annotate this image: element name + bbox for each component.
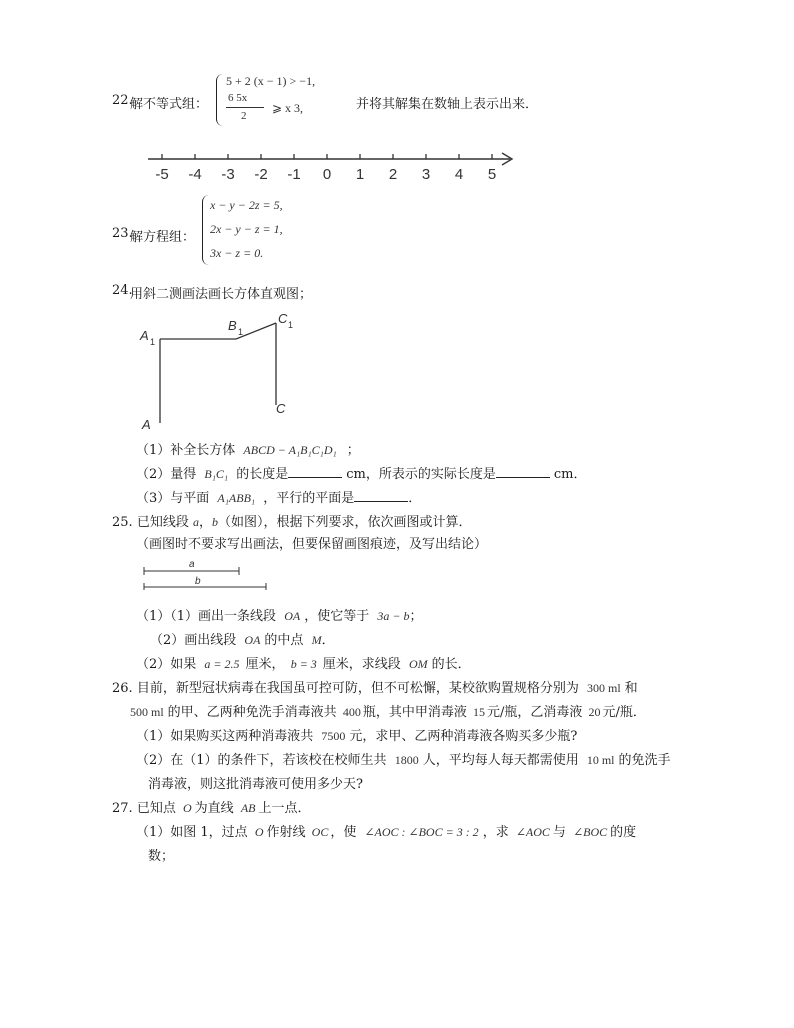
q25-p1a-oa: OA [284, 609, 301, 623]
q26-p1-prefix: （1）如果购买这两种消毒液共 [136, 729, 314, 744]
tick-label: 3 [421, 166, 431, 183]
q23-brace [202, 195, 209, 265]
q24-p3-prefix: （3）与平面 [136, 491, 210, 506]
q27-text-a: 已知点 [136, 801, 176, 816]
q25-p1b-oa: OA [244, 633, 261, 647]
q27-number: 27. [112, 801, 133, 816]
q26-v15: 15 [472, 705, 485, 719]
q24-part3 [136, 487, 421, 506]
tick-label: -4 [188, 166, 202, 183]
q25-p2-prefix: （2）如果 [136, 657, 197, 672]
q24-part2 [136, 463, 586, 482]
q25-note: （画图时不要求写出画法，但要保留画图痕迹，及写出结论） [136, 537, 488, 552]
q27-point-o: O [182, 801, 192, 815]
q25-p1a-end: ； [409, 609, 423, 624]
label-a1: A [140, 328, 149, 343]
q27-p1-oc: OC [311, 825, 329, 839]
q22-ineq2-denominator: 2 [241, 110, 247, 122]
label-c1: C [278, 311, 288, 326]
q22-tail: 并将其解集在数轴上表示出来． [356, 97, 539, 112]
q24-p2-unit2: cm． [553, 467, 587, 482]
q26-v1800: 1800 [394, 753, 419, 767]
q24-p2-unit1: cm，所表示的实际长度是 [346, 467, 496, 482]
q26-part2 [136, 749, 671, 768]
q27-p1-ratio: ∠AOC : ∠BOC = 3 : 2 [364, 825, 479, 839]
q26-v400: 400 [342, 705, 361, 719]
q26-and: 和 [624, 681, 638, 696]
q26-part1 [136, 725, 577, 744]
q26-p1-suffix: 元，求甲、乙两种消毒液各购买多少瓶? [349, 729, 578, 744]
q27-p1-o: O [254, 825, 264, 839]
q25-var-b: b [212, 515, 218, 529]
label-c: C [276, 401, 286, 416]
label-a: A [142, 417, 151, 432]
q26-p2-end: 的免洗手 [618, 753, 671, 768]
number-line [140, 146, 520, 186]
q23-number: 23. [112, 226, 133, 241]
q24-text: 用斜二测画法画长方体直观图； [130, 287, 313, 302]
q27-text-c: 上一点． [258, 801, 311, 816]
q27-p1-mid3: ，求 [482, 825, 509, 840]
q25-stem [112, 511, 472, 530]
q24-p2-mid: 的长度是 [236, 467, 289, 482]
q25-comma: ， [198, 515, 212, 530]
q24-p1-suffix: ； [346, 443, 360, 458]
q25-p1a-mid: ，使它等于 [304, 609, 370, 624]
q27-part1 [136, 821, 636, 840]
q26-v7500: 7500 [321, 729, 346, 743]
q25-text: 已知线段 [136, 515, 189, 530]
q24-p2-prefix: （2）量得 [136, 467, 197, 482]
tick-label: 1 [355, 166, 365, 183]
tick-label: -2 [254, 166, 268, 183]
q25-p1b-m: M [311, 633, 322, 647]
q26-number: 26. [112, 681, 133, 696]
label-a1-sub: 1 [150, 337, 156, 347]
q24-p2-math: B₁C₁ [204, 467, 229, 481]
q25-p2-b: b = 3 [290, 657, 317, 671]
segment-a-label: a [189, 559, 195, 570]
q26-v300: 300 ml [586, 681, 621, 695]
q26-line2-c: 元/瓶，乙消毒液 [486, 705, 583, 720]
q24-p1-math: ABCD − A₁B₁C₁D₁ [243, 443, 337, 457]
q25-p2-mid1: 厘米， [245, 657, 285, 672]
q25-part2 [136, 653, 471, 672]
q26-line1 [112, 677, 638, 696]
q25-p2-end: 的长． [431, 657, 471, 672]
q26-p2-mid: 人，平均每人每天都需使用 [422, 753, 579, 768]
q24-p1-prefix: （1）补全长方体 [136, 443, 236, 458]
q27-p1-end: 的度 [610, 825, 637, 840]
q22-number: 22. [112, 93, 133, 108]
q25-p2-a: a = 2.5 [204, 657, 240, 671]
q27-line-ab: AB [240, 801, 256, 815]
q24-number: 24. [112, 283, 133, 298]
q27-stem [112, 797, 311, 816]
q25-p2-om: OM [408, 657, 428, 671]
q26-line2-a: 的甲、乙两种免洗手消毒液共 [167, 705, 337, 720]
q23-lead: 解方程组： [130, 230, 196, 245]
q22-brace [216, 74, 223, 126]
q22-ineq2-rest: ⩾ x 3, [272, 101, 304, 115]
q27-p1-mid2: ，使 [330, 825, 357, 840]
q22-fraction-bar [226, 107, 264, 108]
q26-v500: 500 ml [130, 705, 164, 719]
q24-p3-suffix: ，平行的平面是 [263, 491, 355, 506]
q23-eq2: 2x − y − z = 1, [210, 222, 283, 236]
tick-label: 0 [322, 166, 332, 183]
tick-label: -5 [155, 166, 169, 183]
q24-p2-blank1 [288, 465, 342, 478]
tick-label: -3 [221, 166, 235, 183]
q23-eq1: x − y − 2z = 5, [210, 198, 283, 212]
q27-p1-aoc: ∠AOC [515, 825, 550, 839]
label-c1-sub: 1 [288, 320, 294, 330]
tick-label: -1 [287, 166, 301, 183]
tick-label: 4 [454, 166, 464, 183]
q26-part2-line2: 消毒液，则这批消毒液可使用多少天? [148, 777, 363, 792]
q26-line2-b: 瓶，其中甲消毒液 [362, 705, 467, 720]
label-b1: B [228, 318, 237, 333]
q25-var-a: a [192, 515, 199, 529]
q27-p1-and: 与 [552, 825, 566, 840]
q25-p1b-end: ． [321, 633, 335, 648]
q25-p1a-expr: 3a − b [377, 609, 410, 623]
q27-p1-boc: ∠BOC [573, 825, 608, 839]
q27-text-b: 为直线 [194, 801, 234, 816]
q23-eq3: 3x − z = 0. [210, 246, 264, 260]
q26-line2-d: 元/瓶． [602, 705, 646, 720]
segments-figure [140, 555, 275, 591]
q25-p1a-prefix: （1）（1）画出一条线段 [136, 609, 277, 624]
q26-line2 [130, 701, 646, 720]
q22-ineq1: 5 + 2 (x − 1) > −1, [226, 74, 316, 88]
q25-p1b-prefix: （2）画出线段 [150, 633, 237, 648]
segment-b-label: b [195, 576, 201, 587]
q24-p3-end: ． [408, 491, 422, 506]
q25-text2: （如图），根据下列要求，依次画图或计算． [218, 515, 472, 530]
q24-p3-blank [354, 489, 408, 502]
q27-p1-prefix: （1）如图 1，过点 [136, 825, 248, 840]
q24-p3-math: A₁ABB₁ [217, 491, 256, 505]
q27-p1-mid: 作射线 [266, 825, 306, 840]
q26-line1-text: 目前，新型冠状病毒在我国虽可控可防，但不可松懈，某校欲购置规格分别为 [136, 681, 579, 696]
q24-part1 [136, 439, 360, 458]
q24-p2-blank2 [496, 465, 550, 478]
q22-ineq2-numerator: 6 5x [228, 92, 248, 104]
label-b1-sub: 1 [238, 327, 244, 337]
q26-v20: 20 [588, 705, 601, 719]
q25-p1b-mid: 的中点 [264, 633, 304, 648]
q25-part1b [150, 629, 335, 648]
q27-part1-line2: 数； [148, 849, 175, 864]
q26-v10: 10 ml [586, 753, 615, 767]
q22-lead: 解不等式组： [130, 97, 209, 112]
q26-p2-prefix: （2）在（1）的条件下，若该校在校师生共 [136, 753, 387, 768]
tick-label: 2 [388, 166, 398, 183]
q25-part1a [136, 605, 422, 624]
q25-number: 25. [112, 515, 133, 530]
cuboid-figure [130, 305, 310, 435]
tick-label: 5 [487, 166, 497, 183]
edge-a1b1c1 [160, 323, 276, 339]
q25-p2-mid2: 厘米，求线段 [322, 657, 401, 672]
